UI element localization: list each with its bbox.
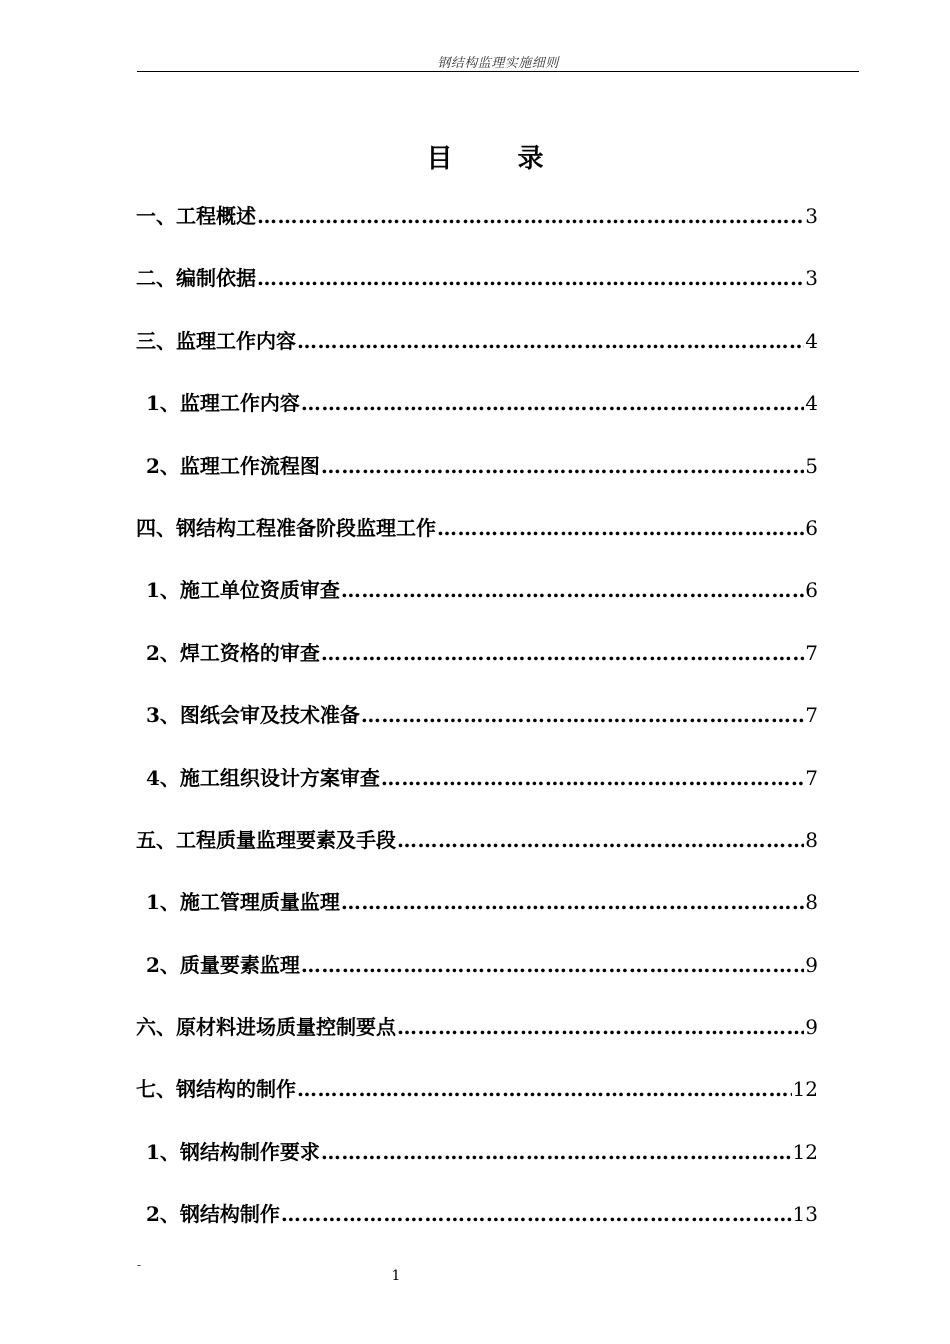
toc-entry-label: 四、钢结构工程准备阶段监理工作: [136, 515, 436, 540]
toc-leader-dots: [341, 568, 804, 612]
toc-entry[interactable]: [136, 444, 818, 506]
toc-entry[interactable]: [136, 631, 818, 693]
toc-leader-dots: [301, 943, 804, 987]
toc-entry-page: 6: [805, 515, 818, 540]
toc-entry-label: 3、图纸会审及技术准备: [146, 703, 360, 728]
toc-entry-page: 13: [792, 1202, 818, 1227]
toc-entry[interactable]: [136, 756, 818, 818]
running-header: 钢结构监理实施细则: [437, 56, 559, 71]
toc-entry-label: 4、施工组织设计方案审查: [146, 765, 380, 790]
toc-entry[interactable]: [136, 943, 818, 1005]
toc-entry[interactable]: [136, 693, 818, 755]
toc-entry-label: 一、工程概述: [136, 204, 256, 228]
toc-leader-dots: [397, 818, 804, 862]
toc-entry[interactable]: [136, 818, 818, 880]
footer-mark: -: [137, 1258, 142, 1272]
toc-entry-label: 1、施工管理质量监理: [146, 890, 340, 915]
toc-title: 目 录: [426, 144, 572, 174]
toc-entry-page: 3: [805, 204, 818, 228]
toc-leader-dots: [321, 444, 804, 488]
toc-entry-label: 六、原材料进场质量控制要点: [136, 1015, 396, 1040]
toc-entry[interactable]: [136, 1192, 818, 1254]
toc-entry-page: 6: [805, 578, 818, 603]
toc-entry-label: 二、编制依据: [136, 266, 256, 291]
toc-entry-page: 12: [792, 1139, 818, 1164]
toc-entry[interactable]: [136, 194, 818, 256]
toc-entry-page: 7: [805, 640, 818, 665]
toc-leader-dots: [281, 1192, 792, 1236]
toc-entry-label: 三、监理工作内容: [136, 328, 296, 353]
toc-entry-label: 七、钢结构的制作: [136, 1077, 296, 1102]
toc-leader-dots: [381, 756, 804, 800]
toc-entry-label: 1、监理工作内容: [146, 391, 300, 416]
toc-entry-label: 1、施工单位资质审查: [146, 578, 340, 603]
toc-entry[interactable]: [136, 256, 818, 318]
toc-entry[interactable]: [136, 1067, 818, 1129]
toc-entry-page: 9: [805, 1015, 818, 1040]
toc-entry-label: 2、钢结构制作: [146, 1202, 280, 1227]
page-number: 1: [391, 1268, 401, 1284]
toc-entry-page: 7: [805, 703, 818, 728]
toc-leader-dots: [301, 381, 804, 425]
toc-leader-dots: [397, 1005, 804, 1049]
header-rule: [137, 71, 859, 72]
toc-entry-page: 12: [792, 1077, 818, 1102]
toc-entry[interactable]: [136, 1005, 818, 1067]
toc-entry[interactable]: [136, 506, 818, 568]
toc-entry-page: 7: [805, 765, 818, 790]
toc-entry-page: 5: [805, 453, 818, 478]
toc-entry[interactable]: [136, 880, 818, 942]
toc-entry[interactable]: [136, 568, 818, 630]
toc-entry-page: 8: [805, 827, 818, 852]
toc-leader-dots: [321, 631, 804, 675]
toc-entry-page: 4: [805, 391, 818, 416]
toc-leader-dots: [321, 1130, 792, 1174]
toc-entry-page: 3: [805, 266, 818, 291]
toc-entry-page: 9: [805, 952, 818, 977]
toc-leader-dots: [297, 319, 804, 363]
toc-leader-dots: [297, 1067, 792, 1111]
toc-entry[interactable]: [136, 1130, 818, 1192]
toc-leader-dots: [257, 256, 804, 300]
toc-entry-page: 8: [805, 890, 818, 915]
toc-leader-dots: [361, 693, 804, 737]
toc-entry[interactable]: [136, 319, 818, 381]
toc-entry-label: 1、钢结构制作要求: [146, 1139, 320, 1164]
toc-leader-dots: [257, 194, 804, 238]
toc-entry-label: 五、工程质量监理要素及手段: [136, 827, 396, 852]
toc-leader-dots: [341, 880, 804, 924]
toc-leader-dots: [437, 506, 804, 550]
toc-entry-label: 2、质量要素监理: [146, 952, 300, 977]
toc-entry-label: 2、焊工资格的审查: [146, 640, 320, 665]
toc-entry[interactable]: [136, 381, 818, 443]
toc-entry-page: 4: [805, 328, 818, 353]
table-of-contents: [136, 194, 818, 1255]
toc-entry-label: 2、监理工作流程图: [146, 453, 320, 478]
